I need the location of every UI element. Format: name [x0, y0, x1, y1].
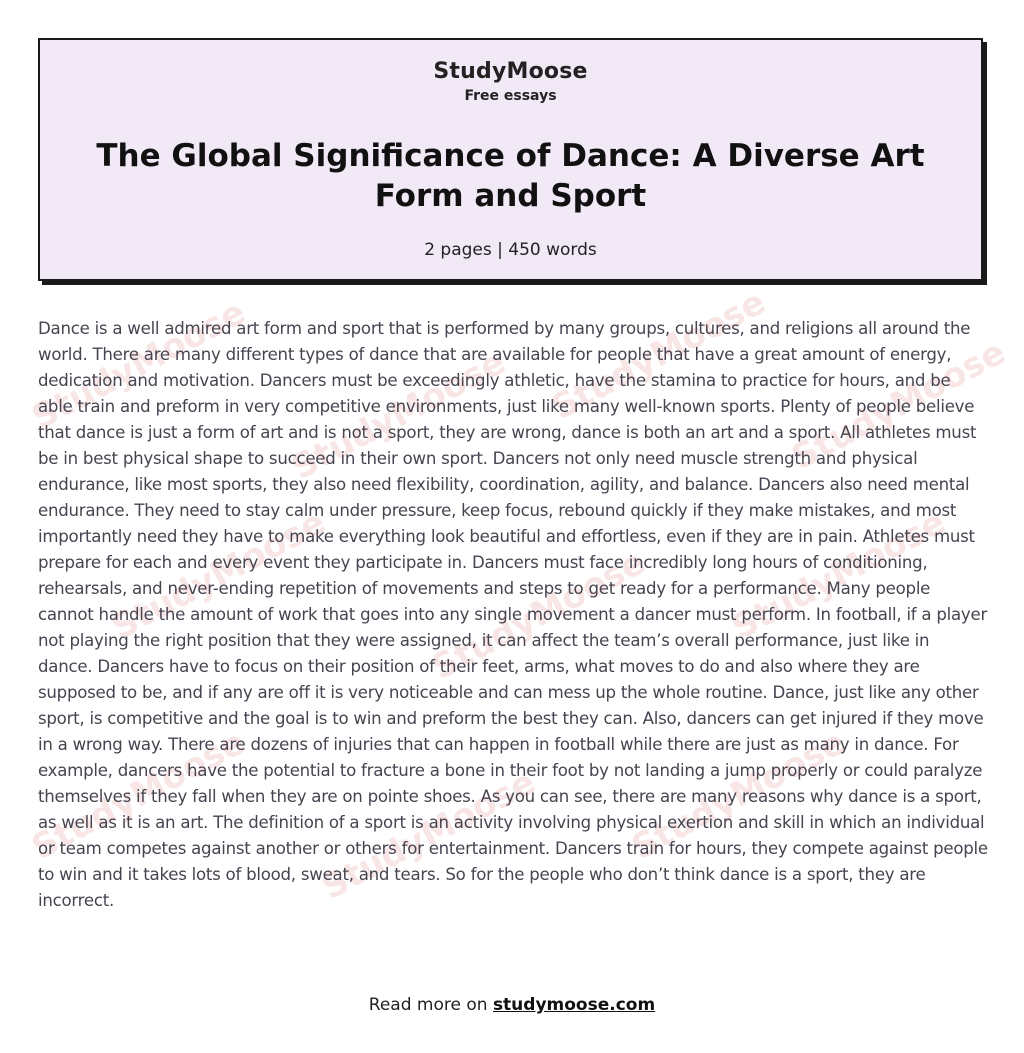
watermark-text: StudyMoose: [25, 722, 252, 868]
read-more-label: Read more on: [368, 995, 493, 1015]
watermark-text: StudyMoose: [425, 542, 652, 688]
essay-header-card: [38, 38, 983, 281]
watermark-text: StudyMoose: [285, 342, 512, 488]
watermark-text: StudyMoose: [625, 722, 852, 868]
watermark-text: StudyMoose: [25, 292, 252, 438]
read-more-footer: [0, 995, 1024, 1015]
watermark-text: StudyMoose: [545, 282, 772, 428]
brand-logo[interactable]: StudyMoose: [433, 59, 588, 84]
essay-title: The Global Significance of Dance: A Diverse Art Form and Sport: [96, 138, 925, 214]
studymoose-link[interactable]: studymoose.com: [492, 995, 656, 1015]
watermark-text: StudyMoose: [315, 762, 542, 908]
watermark-text: StudyMoose: [785, 332, 1012, 478]
brand-tagline: Free essays: [464, 88, 557, 104]
essay-meta: 2 pages | 450 words: [424, 240, 597, 260]
watermark-text: StudyMoose: [725, 502, 952, 648]
essay-body: Dance is a well admired art form and sport that is performed by many groups, cultures, and religions all around the world. There are many different types of dance that are available for people that have a great amount of energy, dedication and motivation. Dancers must be exceedingly athletic, have the stamina to practice for hours, and be able train and preform in very competitive environments, just like many well-known sports. Plenty of people believe that dance is just a form of art and is not a sport, they are wrong, dance is both an art and a sport. All athletes must be in best physical shape to succeed in their own sport. Dancers not only need muscle strength and physical endurance, like most sports, they also need flexibility, coordination, agility, and balance. Dancers also need mental endurance. They need to stay calm under pressure, keep focus, rebound quickly if they make mistakes, and most importantly need they have to make everything look beautiful and effortless, even if they are in pain. Athletes must prepare for each and every event they participate in. Dancers must face incredibly long hours of conditioning, rehearsals, and never-ending repetition of movements and steps to get ready for a performance. Many people cannot handle the amount of work that goes into any single movement a dancer must perform. In football, if a player not playing the right position that they were assigned, it can affect the team’s overall performance, just like in dance. Dancers have to focus on their position of their feet, arms, what moves to do and also where they are supposed to be, and if any are off it is very noticeable and can mess up the whole routine. Dance, just like any other sport, is competitive and the goal is to win and preform the best they can. Also, dancers can get injured if they move in a wrong way. There are dozens of injuries that can happen in football while there are just as many in dance. For example, dancers have the potential to fracture a bone in their foot by not landing a jump properly or could paralyze themselves if they fall when they are on pointe shoes. As you can see, there are many reasons why dance is a sport, as well as it is an art. The definition of a sport is an activity involving physical exertion and skill in which an individual or team competes against another or others for entertainment. Dancers train for hours, they compete against people to win and it takes lots of blood, sweat, and tears. So for the people who don’t think dance is a sport, they are incorrect.: [38, 319, 988, 910]
watermark-text: StudyMoose: [105, 502, 332, 648]
